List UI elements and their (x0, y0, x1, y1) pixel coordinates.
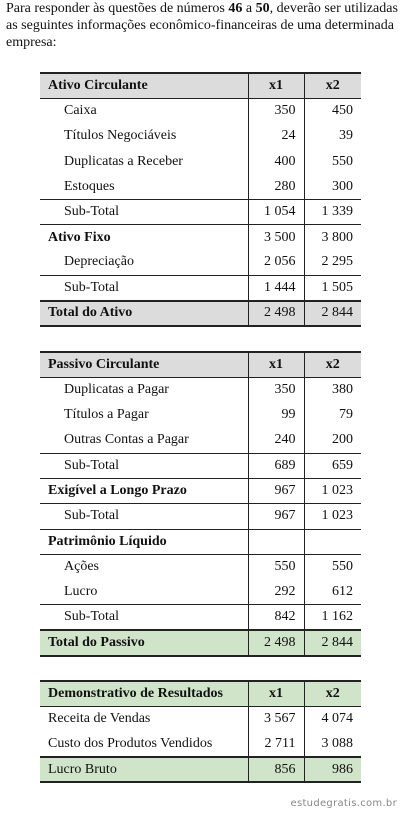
table-row (40, 377, 361, 402)
ativo-header-label: Ativo Circulante (40, 73, 248, 98)
passivo-header-label: Passivo Circulante (40, 352, 248, 377)
row-label: Exigível a Longo Prazo (40, 478, 248, 503)
row-label: Caixa (64, 103, 97, 119)
row-label: Sub-Total (40, 453, 248, 478)
row-x2: 1 023 (304, 478, 361, 503)
table-row (40, 732, 361, 757)
row-x2: 2 295 (304, 250, 361, 275)
passivo-header-x1: x1 (248, 352, 304, 377)
row-x2: 550 (304, 149, 361, 174)
resultados-table (40, 680, 361, 783)
row-x1: 400 (248, 149, 304, 174)
row-x2: 380 (304, 377, 361, 402)
resultados-header-x2: x2 (304, 681, 361, 706)
row-x2: 3 088 (304, 732, 361, 757)
row-x1: 240 (248, 428, 304, 453)
ativo-header-x2: x2 (304, 73, 361, 98)
row-label: Receita de Vendas (48, 711, 151, 727)
row-x2: 1 023 (304, 504, 361, 529)
section-row (40, 478, 361, 503)
row-x1: 292 (248, 580, 304, 605)
row-x2: 1 505 (304, 275, 361, 300)
row-x1: 842 (248, 605, 304, 630)
row-label: Depreciação (64, 254, 134, 270)
total-x1: 2 498 (248, 301, 304, 326)
row-x2: 4 074 (304, 706, 361, 731)
row-label: Títulos Negociáveis (64, 128, 177, 144)
intro-text-3: , deverão ser utilizadas as seguintes informações econômico-financeiras de uma determinada empresa: (6, 1, 398, 50)
row-x1: 24 (248, 124, 304, 149)
table-row (40, 428, 361, 453)
row-x1: 1 444 (248, 275, 304, 300)
table-row (40, 403, 361, 428)
row-x2: 39 (304, 124, 361, 149)
total-x2: 986 (304, 757, 361, 782)
row-label: Outras Contas a Pagar (64, 432, 189, 448)
row-x2: 550 (304, 554, 361, 579)
row-label: Lucro (64, 584, 98, 600)
passivo-total-row (40, 630, 361, 655)
subtotal-row (40, 275, 361, 300)
table-row (40, 580, 361, 605)
subtotal-row (40, 453, 361, 478)
question-start: 46 (228, 1, 243, 16)
total-label: Lucro Bruto (40, 757, 248, 782)
row-label: Custo dos Produtos Vendidos (48, 735, 213, 751)
subtotal-row (40, 504, 361, 529)
subtotal-row (40, 199, 361, 224)
intro-paragraph (6, 0, 400, 51)
passivo-header-row (40, 352, 361, 377)
table-row (40, 554, 361, 579)
row-x2: 659 (304, 453, 361, 478)
row-label: Sub-Total (40, 504, 248, 529)
passivo-header-x2: x2 (304, 352, 361, 377)
row-x1: 350 (248, 98, 304, 123)
table-row (40, 174, 361, 199)
resultados-total-row (40, 757, 361, 782)
table-row (40, 98, 361, 123)
row-x2: 1 162 (304, 605, 361, 630)
row-label: Títulos a Pagar (64, 407, 149, 423)
row-x2: 612 (304, 580, 361, 605)
row-x2: 450 (304, 98, 361, 123)
row-label: Ações (64, 559, 99, 575)
row-x1: 967 (248, 504, 304, 529)
row-x1: 1 054 (248, 199, 304, 224)
row-label: Duplicatas a Receber (64, 153, 183, 169)
total-label: Total do Ativo (40, 301, 248, 326)
row-x1 (248, 529, 304, 554)
ativo-table (40, 72, 361, 327)
row-x2: 200 (304, 428, 361, 453)
row-x1: 967 (248, 478, 304, 503)
row-x2 (304, 529, 361, 554)
total-x1: 856 (248, 757, 304, 782)
resultados-header-row (40, 681, 361, 706)
ativo-total-row (40, 301, 361, 326)
row-x1: 550 (248, 554, 304, 579)
intro-text-2: a (242, 1, 256, 16)
row-x1: 3 500 (248, 225, 304, 250)
passivo-table (40, 351, 361, 657)
table-row (40, 124, 361, 149)
row-label: Sub-Total (40, 199, 248, 224)
row-x1: 2 056 (248, 250, 304, 275)
row-x1: 3 567 (248, 706, 304, 731)
section-row (40, 529, 361, 554)
row-label: Sub-Total (40, 605, 248, 630)
total-x2: 2 844 (304, 630, 361, 655)
row-label: Sub-Total (40, 275, 248, 300)
row-x1: 2 711 (248, 732, 304, 757)
intro-text-1: Para responder às questões de números (6, 1, 229, 16)
row-label: Estoques (64, 178, 115, 194)
section-row (40, 225, 361, 250)
row-label: Patrimônio Líquido (40, 529, 248, 554)
row-x2: 79 (304, 403, 361, 428)
subtotal-row (40, 605, 361, 630)
row-x1: 280 (248, 174, 304, 199)
total-x1: 2 498 (248, 630, 304, 655)
row-label: Ativo Fixo (48, 229, 111, 245)
table-row (40, 149, 361, 174)
table-row (40, 250, 361, 275)
watermark: estudegratis.com.br (290, 798, 397, 809)
resultados-header-label: Demonstrativo de Resultados (40, 681, 248, 706)
resultados-header-x1: x1 (248, 681, 304, 706)
total-label: Total do Passivo (40, 630, 248, 655)
question-end: 50 (255, 1, 270, 16)
row-x2: 1 339 (304, 199, 361, 224)
row-x2: 3 800 (304, 225, 361, 250)
row-label: Duplicatas a Pagar (64, 382, 169, 398)
row-x1: 99 (248, 403, 304, 428)
row-x2: 300 (304, 174, 361, 199)
table-row (40, 706, 361, 731)
total-x2: 2 844 (304, 301, 361, 326)
row-x1: 350 (248, 377, 304, 402)
ativo-header-row (40, 73, 361, 98)
row-x1: 689 (248, 453, 304, 478)
ativo-header-x1: x1 (248, 73, 304, 98)
